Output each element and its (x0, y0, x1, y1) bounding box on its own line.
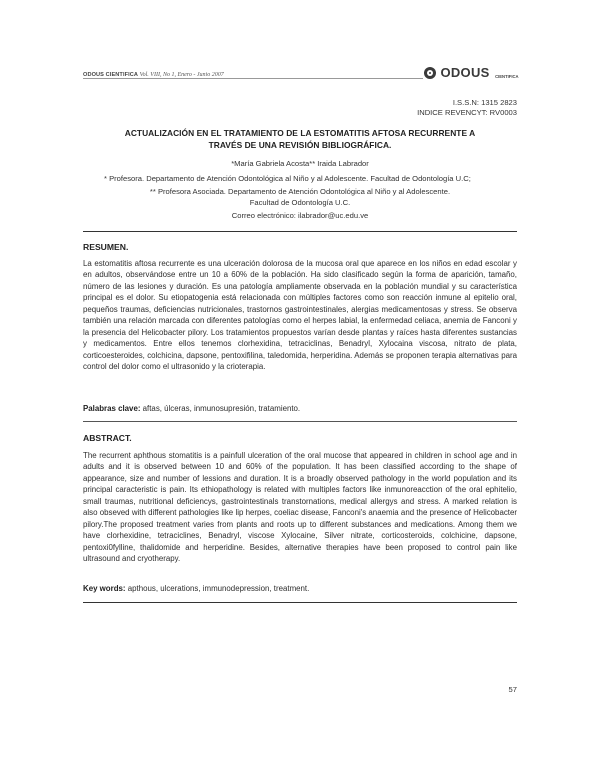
abstract-keywords-text: apthous, ulcerations, immunodepression, treatment. (125, 584, 310, 593)
page-number: 57 (508, 685, 517, 694)
logo-word: ODOUS (440, 65, 490, 81)
section-rule-top (83, 231, 517, 232)
article-title (100, 128, 500, 151)
journal-name: ODOUS CIENTIFICA (83, 72, 139, 78)
logo-subtitle: CIENTIFICA (495, 74, 519, 79)
affiliation-1: * Profesora. Departamento de Atención Odontológica al Niño y al Adolescente. Facultad de Odontología U.C; (104, 174, 471, 183)
journal-issue: Vol. VIII, No 1, Enero - Junio 2007 (139, 72, 224, 78)
header-rule (83, 78, 423, 79)
resumen-heading: RESUMEN. (83, 242, 129, 252)
title-line-1: ACTUALIZACIÓN EN EL TRATAMIENTO DE LA ESTOMATITIS AFTOSA RECURRENTE A (124, 128, 476, 138)
resumen-keywords-text: aftas, úlceras, inmunosupresión, tratamiento. (140, 404, 301, 413)
abstract-keywords-label: Key words: (83, 584, 126, 593)
author-email: Correo electrónico: ilabrador@uc.edu.ve (231, 211, 369, 220)
identifiers (417, 98, 517, 118)
affiliation-2-line-1: ** Profesora Asociada. Departamento de Atención Odontológica al Niño y al Adolescente. (149, 187, 451, 196)
title-line-2: TRAVÉS DE UNA REVISIÓN BIBLIOGRÁFICA. (208, 139, 392, 150)
section-rule-bottom (83, 602, 517, 603)
resumen-keywords-label: Palabras clave: (83, 404, 141, 413)
issn: I.S.S.N: 1315 2823 (452, 98, 517, 107)
authors: *María Gabriela Acosta** Iraida Labrador (231, 159, 369, 168)
abstract-keywords (83, 584, 309, 593)
affiliation-2 (0, 186, 600, 208)
abstract-heading: ABSTRACT. (83, 433, 132, 443)
logo-circle-icon (424, 67, 436, 79)
journal-logo (424, 64, 519, 80)
section-rule-middle (83, 421, 517, 422)
affiliation-2-line-2: Facultad de Odontología U.C. (249, 198, 351, 207)
index-code: INDICE REVENCYT: RV0003 (417, 108, 517, 117)
resumen-body: La estomatitis aftosa recurrente es una ulceración dolorosa de la mucosa oral que aparece en los niños en edad escolar y en adultos, observándose entre un 10 a 60% de la población. Ha sido clasificado según la forma de aparición, tamaño, número de las lesiones y duración. Es una patología ampliamente observada en la población mundial y su característica principal es el dolor. Su etiopatogenia está relacionada con múltiples factores como son reacción inmune al epitelio oral, pequeños traumas, deficiencias nutricionales, trastornos gastrointestinales, alergias medicamentosas y stress. Se observa también una relación marcada con diferentes patologías como el herpes labial, la enfermedad celiaca, anemia de Fanconi y la presencia del Helicobacter pilory. Los tratamientos propuestos varían desde plantas y raíces hasta diferentes sustancias y medicamentos. Entre ellos tenemos clorhexidina, tetraciclinas, Benadryl, Xylocaina viscosa, nitrato de plata, corticoesteroides, colchicina, dapsone, pentoxifilina, taledomida, herperidina. Además se proponen terapia alternativas para control del dolor como el ultrasonido y la crioterapia. (83, 259, 517, 372)
resumen-keywords (83, 404, 300, 413)
abstract-body: The recurrent aphthous stomatitis is a painfull ulceration of the oral mucose that appeared in children in school age and in adults and it is observed between 10 and 60% of the population. It has been classified according to the shape of appearance, size and number of lessions and duration. It is a broadly observed pathology in the world population and its principal caracteristic is pain. Its ethiopathology is related with multiples factors like inmunoreacction of the oral ephitelio, small traumas, nutritional deficiencys, gastrointestinals transtornations, medical allergys and stress. A marked relation is also obseved with different pathologies like lip herpes, coeliac disease, Fanconi's anaemia and the presence of Helicobacter pilory.The proposed treatment varies from plants and roots up to different substances and medications. Among them we have clorhexidine, tetraciclines, Benadryl, viscose Xylocaine, Silver nitrate, corticosteroids, colchicine, dapsone, pentoxi0fylline, thalidomide and herperidine. Besides, alternative therapies have been proposed to control pain like ultrasound and cryotherapy. (83, 451, 517, 564)
